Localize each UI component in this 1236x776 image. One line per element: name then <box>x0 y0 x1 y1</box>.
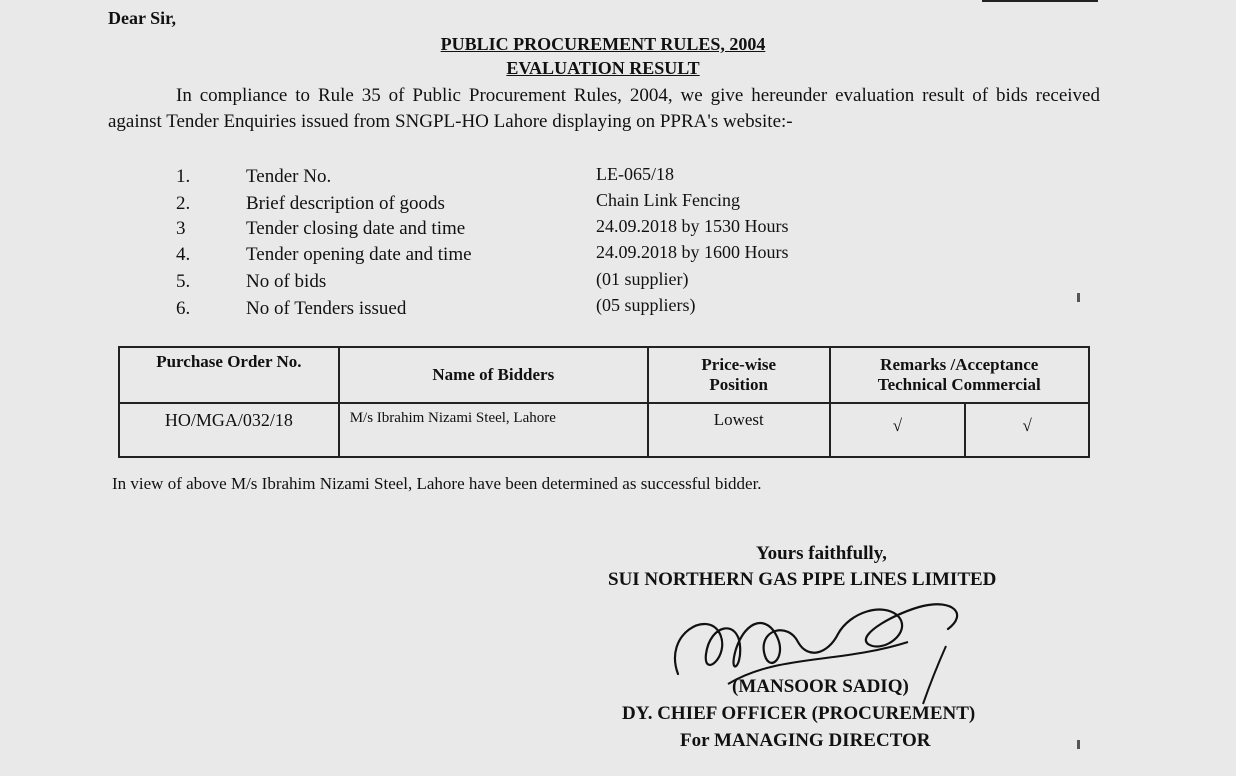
header-price-line2: Position <box>709 375 768 394</box>
detail-number: 6. <box>176 298 191 319</box>
heading-evaluation: EVALUATION RESULT <box>506 58 700 78</box>
cell-commercial-check: √ <box>965 403 1089 457</box>
cell-position: Lowest <box>648 403 830 457</box>
header-bidders: Name of Bidders <box>339 347 648 403</box>
conclusion: In view of above M/s Ibrahim Nizami Steel, Lahore have been determined as successful bidder. <box>112 474 762 493</box>
detail-value: (01 supplier) <box>596 269 689 289</box>
cell-technical-check: √ <box>830 403 966 457</box>
detail-label: No of Tenders issued <box>246 298 407 319</box>
top-rule <box>982 0 1098 2</box>
header-purchase-order: Purchase Order No. <box>119 347 339 403</box>
detail-label: No of bids <box>246 271 327 292</box>
detail-number: 1. <box>176 166 191 187</box>
header-remarks <box>830 347 1089 403</box>
detail-label: Tender No. <box>246 166 332 187</box>
table-row <box>119 403 1089 457</box>
detail-number: 4. <box>176 244 191 265</box>
cell-bidder: M/s Ibrahim Nizami Steel, Lahore <box>339 403 648 457</box>
detail-number: 3 <box>176 218 186 239</box>
evaluation-table <box>118 346 1090 458</box>
detail-value: Chain Link Fencing <box>596 190 740 210</box>
signatory-for: For MANAGING DIRECTOR <box>680 730 931 751</box>
company-name: SUI NORTHERN GAS PIPE LINES LIMITED <box>608 569 997 590</box>
detail-value: 24.09.2018 by 1530 Hours <box>596 216 789 236</box>
scan-speck <box>1077 293 1080 302</box>
scan-speck <box>1077 740 1080 749</box>
heading-rules: PUBLIC PROCUREMENT RULES, 2004 <box>440 34 766 54</box>
detail-value: 24.09.2018 by 1600 Hours <box>596 242 789 262</box>
yours-faithfully: Yours faithfully, <box>756 543 887 564</box>
header-price-position <box>648 347 830 403</box>
detail-number: 5. <box>176 271 191 292</box>
salutation: Dear Sir, <box>108 8 177 28</box>
intro-paragraph: In compliance to Rule 35 of Public Procurement Rules, 2004, we give hereunder evaluation result of bids received against Tender Enquiries issued from SNGPL-HO Lahore displaying on PPRA's website:- <box>108 85 1100 132</box>
detail-value: (05 suppliers) <box>596 295 696 315</box>
detail-label: Tender closing date and time <box>246 218 466 239</box>
cell-purchase-order: HO/MGA/032/18 <box>119 403 339 457</box>
signatory-name: (MANSOOR SADIQ) <box>732 676 909 697</box>
detail-number: 2. <box>176 193 191 214</box>
header-price-line1: Price-wise <box>701 355 776 374</box>
table-header-row <box>119 347 1089 403</box>
detail-label: Brief description of goods <box>246 193 445 214</box>
signatory-designation: DY. CHIEF OFFICER (PROCUREMENT) <box>622 703 976 724</box>
header-remarks-line2: Technical Commercial <box>877 375 1041 394</box>
detail-value: LE-065/18 <box>596 164 674 184</box>
header-remarks-line1: Remarks /Acceptance <box>880 355 1039 374</box>
detail-label: Tender opening date and time <box>246 244 472 265</box>
